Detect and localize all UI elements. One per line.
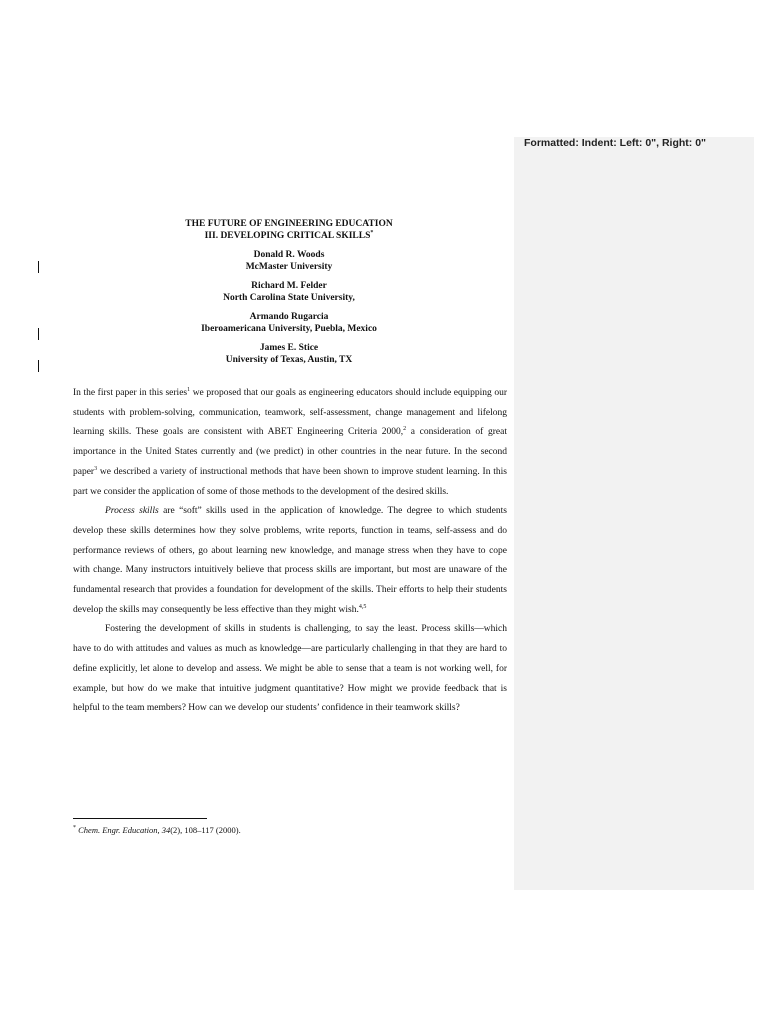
author-affiliation: Iberoamericana University, Puebla, Mexico bbox=[201, 324, 377, 334]
paper-title-line-2 bbox=[70, 230, 508, 242]
author-affiliation: University of Texas, Austin, TX bbox=[225, 355, 353, 365]
author-name: Donald R. Woods bbox=[253, 250, 325, 260]
paper-title-line-2-text: III. DEVELOPING CRITICAL SKILLS bbox=[204, 231, 371, 241]
author-name: James E. Stice bbox=[259, 343, 319, 353]
reference-mark[interactable]: 4,5 bbox=[358, 603, 367, 610]
author-name: Armando Rugarcia bbox=[249, 312, 329, 322]
reference-mark[interactable]: 2 bbox=[403, 426, 407, 433]
change-bar-2 bbox=[38, 328, 39, 340]
body-text bbox=[73, 384, 507, 719]
paragraph-1: In the first paper in this series$^1$ we proposed that our goals as engineering educators should include equipping our students with problem-solving, communication, teamwork, self-assessment, change management and lifelong learning skills. These goals are consistent with ABET Engineering Criteria 2000,$^2$ a consideration of great importance in the United States currently and (we predict) in other countries in the near future. In the second paper$^3$ we described a variety of instructional methods that have been shown to improve student learning. In this part we consider the application of some of those methods to the development of the desired skills. bbox=[73, 386, 507, 497]
footnote-mark: * bbox=[73, 825, 76, 832]
paper-title-line-1: THE FUTURE OF ENGINEERING EDUCATION bbox=[185, 219, 393, 229]
comment-pane-title: Formatted: Indent: Left: 0", Right: 0" bbox=[524, 137, 707, 149]
process-skills-term: Process skills bbox=[105, 506, 159, 517]
author-name: Richard M. Felder bbox=[251, 281, 327, 291]
reference-mark[interactable]: 3 bbox=[94, 465, 98, 472]
change-bar-1 bbox=[38, 261, 39, 273]
author-affiliation: North Carolina State University, bbox=[223, 293, 355, 303]
journal-volume: 34 bbox=[161, 825, 171, 835]
paragraph-3: Fostering the development of skills in students is challenging, to say the least. Process skills—which have to do with attitudes and values as much as knowledge—are particularly challenging in that they are hard to define explicitly, let alone to develop and assess. We might be able to sense that a team is not working well, for example, but how do we make that intuitive judgment quantitative? How might we provide feedback that is helpful to the team members? How can we develop our students’ confidence in their teamwork skills? bbox=[73, 624, 507, 714]
change-bar-3 bbox=[38, 360, 39, 372]
paragraph-2: Process skills are “soft” skills used in the application of knowledge. The degree to which students develop these skills determines how they solve problems, write reports, function in teams, self-assess and do performance reviews of others, go about learning new knowledge, and manage stress when they have to cope with change. Many instructors intuitively believe that process skills are important, but most are unaware of the fundamental research that provides a foundation for development of the skills. Their efforts to help their students develop the skills may consequently be less effective than they might wish.$^{4,5}$ bbox=[73, 506, 507, 615]
footnote-divider bbox=[73, 818, 207, 819]
comment-pane bbox=[514, 137, 754, 890]
journal-citation: (2), 108–117 (2000). bbox=[170, 825, 241, 835]
paper-header bbox=[70, 218, 508, 366]
title-footnote-mark[interactable]: * bbox=[370, 229, 374, 236]
footnote bbox=[73, 824, 507, 836]
reference-mark[interactable]: 1 bbox=[187, 386, 191, 393]
author-affiliation: McMaster University bbox=[245, 262, 333, 272]
journal-name: Chem. Engr. Education, bbox=[78, 825, 160, 835]
